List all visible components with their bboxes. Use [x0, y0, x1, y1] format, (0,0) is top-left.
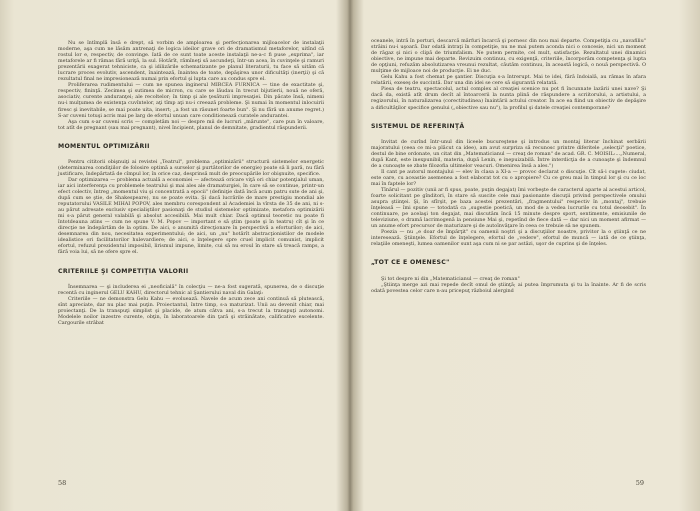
section-heading: CRITERIILE ŞI COMPETIŢIA VALORII [58, 267, 189, 275]
right-text-column [371, 38, 646, 294]
paragraph: Însemnarea — şi includerea ei „neoficială" în colecţiu — ne-a fost sugerată, spunerea, de o discuţie recentă cu inginerul GELU KAHU, directorul tehnic al Şantierului naval din Galaţi: [58, 283, 324, 296]
paragraph: Pentru cititorii obişnuiţi ai revistei „Teatrul", problema „optimizării" structurii sistemelor energetic (determinarea condiţiilor de folosire optimă a surselor şi purtătorilor de energie) poate să li pară, nu fără justificare, îndepărtată de cîmpul lor, în orice caz, desprinsă mult de preocupările lor obişnuite, specifice. [58, 158, 324, 177]
page-number: 59 [635, 479, 644, 487]
section-heading: „TOT CE E OMENESC" [371, 259, 450, 267]
paragraph: Dar optimizarea — problema actuală a economiei — afectează oricare viţă ori chiar potenţialul uman, iar aici interferenţa cu problemele teatrului şi mai ales ale dramaturgiei, în care să se continue, printr-un efect colectiv, întreg „momentul viu şi concentrată a epocii" (definiţie dată încă acum patru sute de ani şi, după cum se ştie, de Shakespeare), nu se poate evita. Şi dacă lucrările de mare prestigiu mondial ale reputatorului VASILE MIHAI POPOV, ales membru corespondent al Academiei la vîrsta de 35 de ani, ni s-au părut adresate exclusiv specialiştilor pasionaţi de studiul sistemelor optimizate, metafora optimizării mi s-a părut general valabilă şi absolut accesibilă. Mai mult chiar. Dacă optimul teoretic nu poate fi întotdeauna atins — cum ne spune V. M. Popov — important e să ştim (poate şi în teatru) cît şi în ce direcţie ne îndepărtăm de la optim. De aici, o anumită direcţionare în perspectivă a eforturilor; de aici, desemnarea din nou, necesitatea experimentului; de aici, un „nu" hotărît abstracţionistilor de modele idealistice ori facilitatorilor hulevardiere; de aici, o înţelegere spre cruel implicit comunist, implicit efortul, refuzul prezidentul imposibil, lirismul impune, limite, cui să nu eroul în stare să treacă ramps, a fără voia lui, să ne ofere spre el. [58, 176, 324, 256]
right-page [351, 0, 700, 511]
paragraph: Criteriile — ne demonstra Gelu Kahu — evoluează. Navele de acum zece ani continuă să plutească, sînt apreciate, dar nu plac mai puţin. Proiectantul, între timp, s-a maturizat. Unii au devenit chiar, mai proiectanţi. De la transpuţi simplist şi placide, de atum câtva ani, s-a trecut la transpuţi autonomi. Modelele noilor inzestre curente, obţin, în laboratoarele din ţară şi străinătate, calificative excelente. Cargourile străbat [58, 295, 324, 326]
paragraph: Şi tot despre ni din „Matematicianul — creaţ de roman" [381, 275, 520, 282]
paragraph: Poezia — nu „e doar de împărţit" cu oamenii noştri şi a discuţiilor noastre, privitor la o ştiinţă ce ne interesează. Ştiinţele. Efortul de înţelegere, efortul de „vedere", efortul de muncă — iată de ce ştiinţa, relaţiile omeneşti, lumea oamenilor sunt aşa cum ni se par astăzi, uşor de cuprins şi de înţeles. [371, 229, 646, 248]
left-page [0, 0, 349, 511]
page-number: 58 [58, 479, 67, 487]
paragraph: Piesa de teatru, spectacolul, actul complex al creaţiei scenice nu pot fi încunnate lazării unei nave? Şi dacă da, există atît drum decît al întoarcerii la nunta plină de răspundere a scriitorului, a artistului, a regizorului, în naturalizarea (corectitudinea) înaintării actului creator. În ace ea fiind un obiectiv de depăşire a dificultăţilor specifice genului („obiective sau nu"), la profilul şi datele creaţiei contemporane? [371, 86, 646, 111]
section-heading: MOMENTUL OPTIMIZĂRII [58, 142, 150, 150]
paragraph: Aşa cum s-ar cuveni scris — completăm noi — despre mii de lucruri „mărunte", care pun în valoare, tot atît de pregnant (sau mai pregnant), nivel încipient, planul de demnitate, gradientul răspunderii. [58, 118, 324, 131]
paragraph: Gelu Kahu a fost chemat pe şantier. Discuţia s-a întrerupt. Mai te idei, fără îndoială, au rămas în afara relatării, exeseş de succintă. Dar una din idei se cere să sigurantă relatată. [371, 74, 646, 87]
paragraph: Tînărul — pozitiv (unii ar fi spus, poate, puţin degajat) îmi vorbeşte de caracterul aparte al acestui articol, foarte solicitant pe gînditori, în stare să suscite cele mai pasionante discuţii privind perspectivele omului asupra ştiinţei. Şi, în sfîrşit, pe baza acestei prezentări, „fragmentului" respectiv în „montaj", trebuie înţeleasă — îmi spune — totodată ca „sugestie poetică, un mod de a vedea lucrurile cu totul deosebit". În continuare, pe acelaşi ton degajat, mai discutăm încă 15 minute despre sport, sentimente, emisiunile de televiziune, o dramă lacrimogenă la pensiune Mai şi, repetînd de fiece dată — dar nici un moment afirmat — un anume efort precursor de maturizare şi de autoînvăţare în ceea ce trebuie să ne spunem. [371, 186, 646, 230]
paragraph: „Ştiinţa merge azi mai repede decît omul de ştiinţă; ai putea împrumuta şi tu la înainte. Ar fi de scris odată povestea celor care n-au pricepuţ războiul alergind [371, 281, 646, 294]
left-text-column [58, 40, 324, 326]
paragraph: Nu se întîmplă însă e drept, să vorbim de amploarea şi perfecţionarea mijloacelor de instalaţii moderne, aşa cum ne lăsăm antrenaţi de logica ideilor grave ori de dramatismul metaforelor, uitînd că rostul lor e, respectiv, de convinge. Iată de ce sunt toate aceste instalaţii ne-a-c fi puse „exprima", iar metaforele ar fi rămas fără uriţă, la sul. Hotărît, rămîneţi să ascundeţi, într-un acea, în cuvinţele şi ramuri prezentării exagerat tehniciste, ca şi idilizările schematizante pe planul literaturii, tu face să uităm că lucrare proces evolutiv, ascendent, înaintează, înaintea de toate, depăşirea unor dificultăţi (inerţii) şi că rezultatul final ne impresionează numai prin efortul şi lupta care au condus spre el. [58, 40, 324, 83]
paragraph: oceanele, intră în porturi, descarcă mărfuri încarcă şi pornesc din nou mai departe. Competiţia cu „navafiliu" străini nu-i uşoară. Dar odată intraţi în competiţie, nu ne mai putem aconda nici o concesie, nici un moment de răgaz şi nici o clipă de triumfalism. Ne putem permite, cel mult, satisfacţie. Rezultatul unei dinamici obiective, ne impune mai departe. Revizuim continuu, cu exigenţă, criteriile, încorporăm competenţa şi lupta de opţiuni, refuzăm absolutizarea vreunui rezultat, căutăm continuu, în această logică, o nouă perspectivă. O mulţime de mijloace noi de producţie. Ei ne duc. [371, 38, 646, 75]
paragraph: Invitat de curînd într-unul din liceele bucureştene şi introdus un montaj literar închinat serbării majoratului (ceea ce mi-a plăcut ca idee), am avut surpriza să recunosc printre diferitele „selecţii" poetice, destul de bine ordonate, un citat din „Matematicianul — creaţ de roman" de acad. GR. C. MOISIL:...„Numeral, după Kant, este inexpunibil, materia, după Lenin, e inepuizabilă. Între interdicţia de a cunoaşte şi îndemnul de a cunoaşte se zbate filozofia ultimelor veacuri. Omenirea însă a ales.") [371, 138, 646, 169]
paragraph: Il cant pe autorul montajului — elev în clasa a XI-a — provoc declarat o discuţie. Cît să-i cugete: ciudat, este oare, cu aceastie asemenea a fost elaborat tot cu o apropiere? Cu ce greu mai în timpul lor şi cu ce loc mai în faptele lor? [371, 168, 646, 187]
section-heading: SISTEMUL DE REFERINŢĂ [371, 122, 465, 130]
paragraph: Proliferarea rudimentului — cum ne spunea inginerul MIRCEA FURNICA — tine de exactitate şi, respectiv, fininţă. Zecimea şi sutimea de micron, cu care se lăudau în trecut bijutierii, nouă ne oferă, asociativ, curente anduranţei; ale recoltelor; în timp şi ale ţesăturii impresaţiei. Din păcate însă, nimeni nu-i mulţumea de existenţa cuvîntelor, aţi tîmp aţi nu-i creează probleme. Şi numai în momentul inlocuirii firesc şi inevitabile, se mai poate uita, insert; „a fost un răsunet foarte bun". Şi nu fără un anume regret.) S-ar cuveni totuşi acris mai pe larg de efortul unuan care conditionează curatele andurantei. [58, 82, 324, 119]
